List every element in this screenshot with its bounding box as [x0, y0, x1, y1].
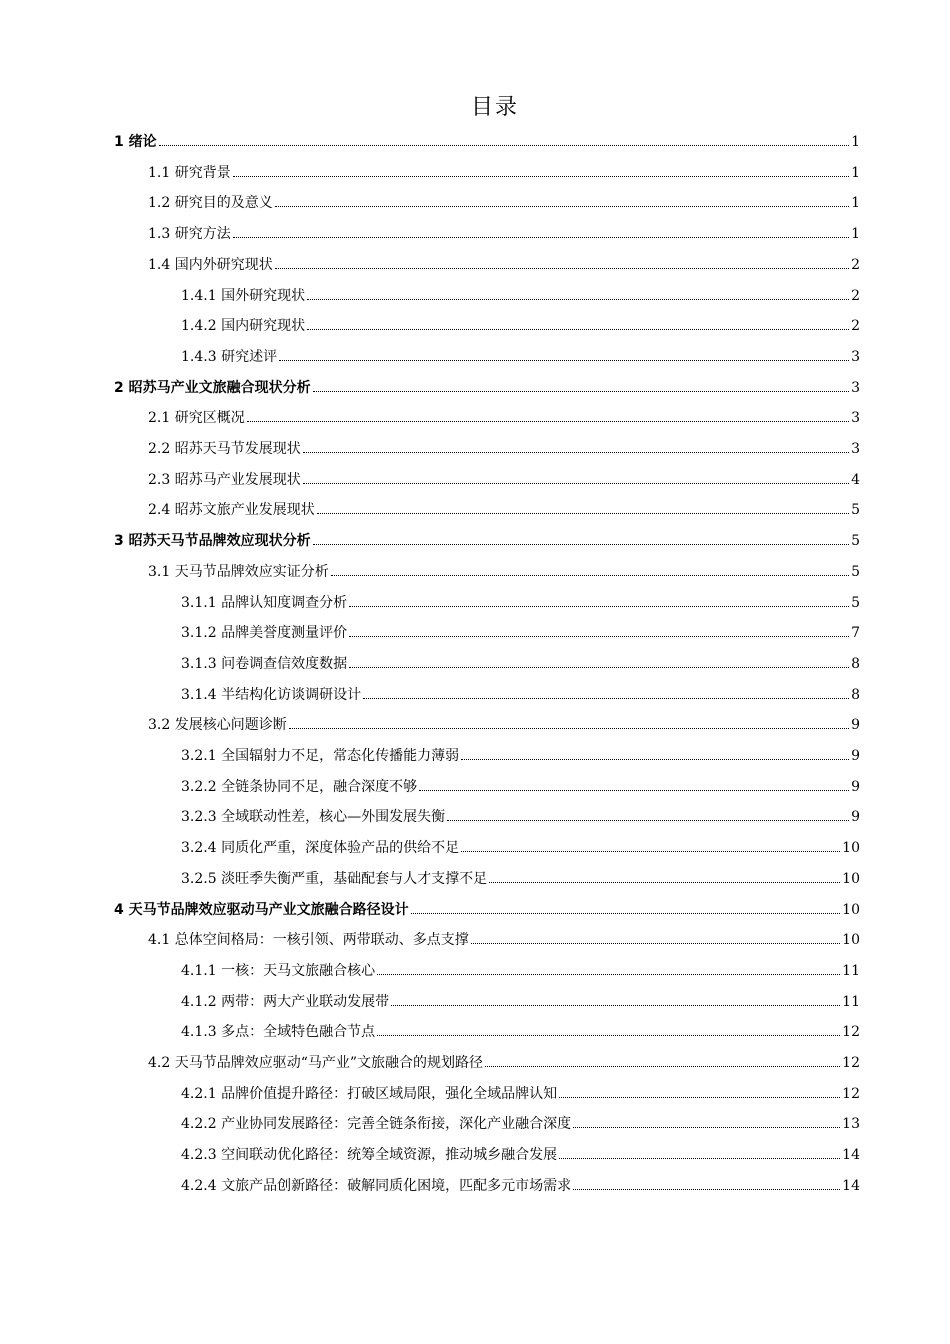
toc-entry-page-number: 12 [842, 1024, 860, 1041]
toc-leader-dots [313, 390, 849, 392]
toc-entry-page-number: 12 [842, 1055, 860, 1071]
toc-entry-label: 2.3 昭苏马产业发展现状 [148, 471, 301, 488]
toc-entry-label: 3.2.4 同质化严重，深度体验产品的供给不足 [181, 840, 460, 857]
toc-leader-dots [307, 298, 849, 300]
toc-entry-label: 3.1.1 品牌认知度调查分析 [181, 594, 348, 611]
toc-entry[interactable] [114, 132, 860, 152]
toc-entry-page-number: 9 [851, 748, 860, 764]
toc-entry[interactable] [181, 1084, 860, 1104]
toc-entry-label: 4.2 天马节品牌效应驱动“马产业”文旅融合的规划路径 [148, 1055, 484, 1071]
toc-leader-dots [461, 850, 840, 852]
toc-entry-page-number: 8 [851, 655, 860, 672]
toc-entry[interactable] [181, 685, 860, 705]
toc-leader-dots [447, 819, 849, 821]
toc-entry-label: 1.4.1 国外研究现状 [181, 287, 306, 304]
toc-entry[interactable] [148, 408, 860, 428]
toc-entry-label: 3.2.3 全域联动性差，核心—外围发展失衡 [181, 809, 446, 826]
toc-entry-label: 4.2.2 产业协同发展路径：完善全链条衔接，深化产业融合深度 [181, 1116, 572, 1133]
toc-leader-dots [279, 359, 849, 361]
toc-leader-dots [363, 697, 849, 699]
toc-entry-label: 4.2.4 文旅产品创新路径：破解同质化困境，匹配多元市场需求 [181, 1177, 572, 1194]
toc-entry-page-number: 2 [851, 318, 860, 335]
toc-leader-dots [303, 482, 849, 484]
toc-entry-label: 3.1 天马节品牌效应实证分析 [148, 563, 329, 580]
toc-leader-dots [461, 758, 849, 760]
toc-leader-dots [559, 1157, 840, 1159]
toc-entry-label: 4.1.1 一核：天马文旅融合核心 [181, 962, 376, 979]
toc-entry-page-number: 9 [851, 809, 860, 826]
toc-entry-page-number: 3 [851, 348, 860, 365]
toc-entry-label: 4.1.3 多点：全域特色融合节点 [181, 1024, 376, 1041]
toc-entry-label: 4.1 总体空间格局：一核引领、两带联动、多点支撑 [148, 932, 469, 949]
toc-entry[interactable] [114, 531, 860, 551]
toc-entry-page-number: 13 [842, 1116, 860, 1133]
toc-leader-dots [159, 144, 849, 146]
toc-entry-page-number: 5 [851, 563, 860, 580]
toc-entry-label: 3 昭苏天马节品牌效应现状分析 [114, 533, 311, 550]
toc-entry[interactable] [181, 807, 860, 827]
toc-entry-page-number: 1 [851, 134, 860, 150]
toc-leader-dots [317, 512, 849, 514]
toc-entry-page-number: 5 [851, 594, 860, 611]
toc-entry-page-number: 3 [851, 410, 860, 427]
toc-entry-page-number: 7 [851, 625, 860, 642]
toc-leader-dots [573, 1126, 840, 1128]
toc-entry-page-number: 1 [851, 164, 860, 181]
toc-entry[interactable] [181, 1145, 860, 1165]
toc-entry-label: 1.4.3 研究述评 [181, 348, 278, 365]
toc-entry-label: 2.2 昭苏天马节发展现状 [148, 441, 301, 457]
toc-entry[interactable] [148, 470, 860, 490]
toc-entry-label: 1 绪论 [114, 134, 157, 150]
toc-leader-dots [411, 912, 841, 914]
toc-leader-dots [377, 973, 840, 975]
toc-entry-page-number: 5 [851, 502, 860, 519]
toc-entry-page-number: 1 [851, 195, 860, 212]
toc-entry-page-number: 8 [851, 686, 860, 703]
toc-entry-label: 1.4 国内外研究现状 [148, 256, 273, 273]
toc-entry-label: 3.1.4 半结构化访谈调研设计 [181, 686, 362, 703]
toc-entry[interactable] [148, 193, 860, 213]
toc-entry[interactable] [181, 1022, 860, 1042]
toc-entry[interactable] [148, 562, 860, 582]
toc-entry-page-number: 9 [851, 717, 860, 734]
toc-entry-page-number: 2 [851, 287, 860, 304]
toc-leader-dots [247, 420, 849, 422]
toc-leader-dots [559, 1096, 840, 1098]
toc-entry[interactable] [181, 347, 860, 367]
toc-entry[interactable] [148, 163, 860, 183]
toc-entry-label: 1.4.2 国内研究现状 [181, 318, 306, 335]
toc-entry-page-number: 2 [851, 256, 860, 273]
toc-entry-label: 2.1 研究区概况 [148, 410, 245, 427]
toc-entry-label: 3.2.2 全链条协同不足，融合深度不够 [181, 778, 418, 795]
toc-entry[interactable] [181, 654, 860, 674]
toc-leader-dots [489, 881, 840, 883]
toc-entry[interactable] [181, 593, 860, 613]
toc-entry[interactable] [181, 746, 860, 766]
toc-entry-label: 2 昭苏马产业文旅融合现状分析 [114, 379, 311, 396]
toc-leader-dots [233, 236, 849, 238]
toc-entry[interactable] [148, 224, 860, 244]
toc-leader-dots [485, 1065, 840, 1067]
toc-title: 目录 [470, 95, 519, 120]
toc-entry[interactable] [114, 378, 860, 398]
toc-entry-page-number: 11 [842, 962, 860, 979]
toc-entry-label: 4 天马节品牌效应驱动马产业文旅融合路径设计 [114, 901, 409, 918]
toc-entry[interactable] [181, 961, 860, 981]
toc-leader-dots [573, 1188, 840, 1190]
toc-entry-label: 3.2 发展核心问题诊断 [148, 717, 287, 734]
toc-leader-dots [349, 605, 849, 607]
toc-entry[interactable] [148, 1053, 860, 1073]
toc-entry[interactable] [148, 439, 860, 459]
toc-entry[interactable] [181, 623, 860, 643]
toc-entry[interactable] [148, 255, 860, 275]
toc-entry-page-number: 14 [842, 1147, 860, 1164]
toc-leader-dots [233, 175, 849, 177]
toc-leader-dots [275, 205, 849, 207]
toc-entry-label: 4.2.1 品牌价值提升路径：打破区域局限，强化全域品牌认知 [181, 1085, 558, 1102]
toc-leader-dots [391, 1004, 840, 1006]
toc-entry-label: 4.2.3 空间联动优化路径：统筹全域资源，推动城乡融合发展 [181, 1147, 558, 1164]
toc-entry-page-number: 10 [842, 901, 860, 918]
toc-entry-page-number: 9 [851, 778, 860, 795]
toc-entry-page-number: 14 [842, 1177, 860, 1194]
toc-entry[interactable] [181, 286, 860, 306]
toc-leader-dots [471, 942, 840, 944]
toc-entry[interactable] [181, 316, 860, 336]
toc-leader-dots [419, 789, 849, 791]
toc-entry-label: 1.3 研究方法 [148, 226, 231, 243]
toc-entry-page-number: 3 [851, 379, 860, 396]
toc-entry-page-number: 10 [842, 840, 860, 857]
toc-entry-page-number: 11 [842, 993, 860, 1010]
toc-entry[interactable] [148, 500, 860, 520]
toc-entry-page-number: 10 [842, 870, 860, 887]
toc-entry-label: 4.1.2 两带：两大产业联动发展带 [181, 993, 390, 1010]
toc-entry[interactable] [181, 1176, 860, 1196]
toc-leader-dots [349, 666, 849, 668]
toc-leader-dots [275, 267, 849, 269]
toc-entry[interactable] [181, 1114, 860, 1134]
toc-entry-page-number: 12 [842, 1085, 860, 1102]
toc-entry-label: 2.4 昭苏文旅产业发展现状 [148, 502, 315, 519]
toc-leader-dots [349, 635, 849, 637]
toc-entry[interactable] [181, 992, 860, 1012]
toc-entry-page-number: 10 [842, 932, 860, 949]
toc-entry[interactable] [181, 777, 860, 797]
toc-entry[interactable] [148, 930, 860, 950]
toc-entry-page-number: 5 [851, 533, 860, 550]
toc-entry-label: 3.2.5 淡旺季失衡严重，基础配套与人才支撑不足 [181, 870, 488, 887]
toc-entry-page-number: 3 [851, 441, 860, 457]
toc-entry-label: 3.2.1 全国辐射力不足，常态化传播能力薄弱 [181, 748, 460, 764]
toc-entry-label: 1.2 研究目的及意义 [148, 195, 273, 212]
toc-leader-dots [303, 451, 849, 453]
toc-entry-page-number: 1 [851, 226, 860, 243]
toc-leader-dots [331, 574, 849, 576]
toc-entry[interactable] [181, 838, 860, 858]
toc-leader-dots [307, 328, 849, 330]
toc-leader-dots [289, 727, 849, 729]
toc-entry[interactable] [114, 900, 860, 920]
toc-entry[interactable] [148, 715, 860, 735]
toc-entry-label: 3.1.3 问卷调查信效度数据 [181, 655, 348, 672]
toc-leader-dots [313, 543, 849, 545]
toc-entry[interactable] [181, 869, 860, 889]
toc-entry-page-number: 4 [851, 471, 860, 488]
toc-entry-label: 3.1.2 品牌美誉度测量评价 [181, 625, 348, 642]
toc-leader-dots [377, 1034, 840, 1036]
toc-entry-label: 1.1 研究背景 [148, 164, 231, 181]
